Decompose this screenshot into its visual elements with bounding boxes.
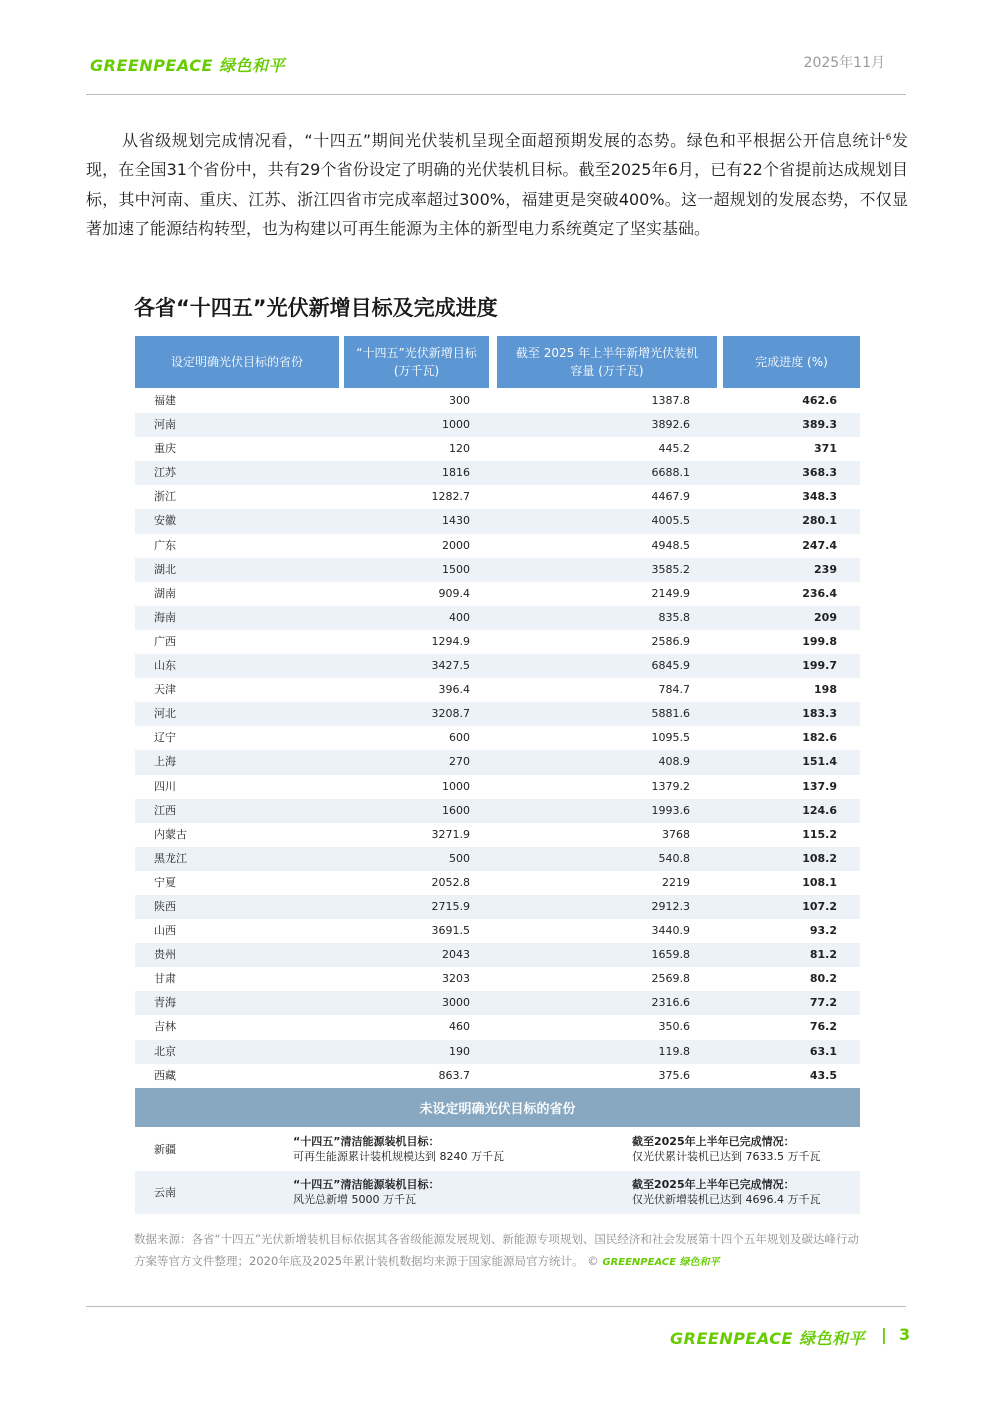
capacity-cell: 1379.2 [651,779,690,793]
province-cell: 四川 [154,779,176,793]
capacity-cell: 2316.6 [651,996,690,1010]
capacity-cell: 6688.1 [651,466,690,480]
capacity-cell: 119.8 [658,1044,690,1058]
table-row [135,943,860,967]
table-row [135,485,860,509]
no-target-progress: 截至2025年上半年已完成情况： 仅光伏新增装机已达到 4696.4 万千瓦 [632,1178,821,1206]
target-cell: 2043 [442,948,470,962]
table-row [135,919,860,943]
capacity-cell: 835.8 [658,610,690,624]
rate-cell: 462.6 [802,394,837,407]
target-cell: 1500 [442,562,470,576]
target-cell: 1000 [442,418,470,432]
rate-cell: 124.6 [802,803,837,817]
publication-date: 2025年11月 [803,55,885,71]
no-target-province: 云南 [154,1186,176,1199]
target-cell: 396.4 [438,683,470,697]
no-target-plan: “十四五”清洁能源装机目标： 可再生能源累计装机规模达到 8240 万千瓦 [293,1135,504,1163]
province-cell: 湖北 [154,562,176,576]
table-row [135,1015,860,1039]
capacity-cell: 4005.5 [651,514,690,528]
table-row [135,871,860,895]
table-row [135,847,860,871]
no-target-province: 新疆 [154,1143,176,1156]
capacity-cell: 375.6 [658,1068,690,1082]
rate-cell: 198 [814,683,837,697]
target-cell: 909.4 [438,586,470,600]
province-cell: 安徽 [154,514,176,528]
target-cell: 1294.9 [431,634,470,648]
table-row [135,389,860,413]
header-capacity-line2: 容量 (万千瓦) [570,364,644,378]
capacity-cell: 3440.9 [651,924,690,938]
header-capacity [497,336,717,388]
target-cell: 270 [449,755,470,769]
table-row [135,775,860,799]
target-cell: 120 [449,442,470,456]
paragraph-text-1: 从省级规划完成情况看，“十四五”期间光伏装机呈现全面超预期发展的态势。绿色和平根据公开信息统计 [122,131,886,150]
table-header [135,336,860,388]
page-number: 3 [899,1325,911,1344]
target-cell: 2052.8 [431,875,470,889]
target-cell: 3691.5 [431,924,470,938]
no-target-row [135,1171,860,1214]
capacity-cell: 3585.2 [651,562,690,576]
capacity-cell: 2219 [662,875,690,889]
target-cell: 1000 [442,779,470,793]
header-capacity-line1: 截至 2025 年上半年新增光伏装机 [515,346,699,360]
target-cell: 1282.7 [431,490,470,504]
table-row [135,1040,860,1064]
rate-cell: 348.3 [802,490,837,504]
province-cell: 黑龙江 [154,851,187,865]
capacity-cell: 350.6 [658,1020,690,1034]
province-cell: 甘肃 [154,972,176,986]
rate-cell: 115.2 [802,827,837,841]
table-row [135,630,860,654]
target-cell: 1430 [442,514,470,528]
rate-cell: 183.3 [802,707,837,721]
greenpeace-logo: GREENPEACE 绿色和平 [90,56,285,75]
rate-cell: 236.4 [802,586,837,600]
province-cell: 内蒙古 [154,827,187,841]
rate-cell: 371 [814,442,837,456]
province-cell: 辽宁 [154,731,176,745]
rate-cell: 108.2 [802,851,837,865]
table-row [135,582,860,606]
table-row [135,534,860,558]
capacity-cell: 540.8 [658,851,690,865]
province-cell: 海南 [154,610,176,624]
province-cell: 上海 [154,755,176,769]
table-row [135,991,860,1015]
table-row [135,823,860,847]
capacity-cell: 2149.9 [651,586,690,600]
province-cell: 福建 [154,394,176,407]
province-cell: 贵州 [154,948,176,962]
target-cell: 500 [449,851,470,865]
table-row [135,509,860,533]
province-cell: 吉林 [154,1020,176,1034]
table-row [135,558,860,582]
rate-cell: 209 [814,610,837,624]
table-row [135,895,860,919]
table-row [135,726,860,750]
target-cell: 400 [449,610,470,624]
rate-cell: 199.8 [802,634,837,648]
rate-cell: 368.3 [802,466,837,480]
rate-cell: 107.2 [802,899,837,913]
province-cell: 北京 [154,1044,176,1058]
rate-cell: 81.2 [809,948,837,962]
province-cell: 山东 [154,659,176,673]
province-cell: 青海 [154,996,176,1010]
capacity-cell: 1387.8 [651,394,690,407]
province-cell: 江苏 [154,466,176,480]
capacity-cell: 1993.6 [651,803,690,817]
table-row [135,967,860,991]
province-cell: 湖南 [154,586,176,600]
province-cell: 重庆 [154,442,176,456]
rate-cell: 239 [814,562,837,576]
target-cell: 3203 [442,972,470,986]
table-title: 各省“十四五”光伏新增目标及完成进度 [134,296,498,320]
province-cell: 广东 [154,538,176,552]
target-cell: 600 [449,731,470,745]
province-cell: 陕西 [154,899,176,913]
rate-cell: 182.6 [802,731,837,745]
footer-greenpeace-logo: GREENPEACE 绿色和平 [670,1329,865,1348]
rate-cell: 63.1 [809,1044,837,1058]
rate-cell: 77.2 [809,996,837,1010]
table-row [135,1064,860,1088]
rate-cell: 151.4 [802,755,837,769]
rate-cell: 199.7 [802,659,837,673]
capacity-cell: 784.7 [658,683,690,697]
footer-divider [86,1306,906,1307]
capacity-cell: 5881.6 [651,707,690,721]
table-row [135,413,860,437]
header-target [344,336,489,388]
province-cell: 西藏 [154,1068,176,1082]
paragraph-text-2: 发现，在全国31个省份中，共有29个省份设定了明确的光伏装机目标。截至2025年6月，已有22个省提前达成规划目标，其中河南、重庆、江苏、浙江四省市完成率超过300%，福建更是突破400%。这一超规划的发展态势，不仅显著加速了能源结构转型，也为构建以可再生能源为主体的新型电力系统奠定了坚实基础。 [86,131,908,238]
target-cell: 2000 [442,538,470,552]
rate-cell: 247.4 [802,538,837,552]
no-target-row [135,1128,860,1171]
capacity-cell: 408.9 [658,755,690,769]
source-text: 数据来源：各省“十四五”光伏新增装机目标依据其各省级能源发展规划、新能源专项规划、国民经济和社会发展第十四个五年规划及碳达峰行动方案等官方文件整理；2020年底及2025年累计装机数据均来源于国家能源局官方统计。 [134,1232,859,1268]
rate-cell: 280.1 [802,514,837,528]
capacity-cell: 2586.9 [651,634,690,648]
table-row [135,799,860,823]
body-paragraph [86,126,908,243]
capacity-cell: 4948.5 [651,538,690,552]
capacity-cell: 4467.9 [651,490,690,504]
rate-cell: 389.3 [802,418,837,432]
target-cell: 190 [449,1044,470,1058]
source-greenpeace-logo: GREENPEACE 绿色和平 [602,1257,720,1268]
rate-cell: 43.5 [809,1068,837,1082]
rate-cell: 76.2 [809,1020,837,1034]
rate-cell: 108.1 [802,875,837,889]
capacity-cell: 2569.8 [651,972,690,986]
target-cell: 300 [449,394,470,407]
no-target-plan: “十四五”清洁能源装机目标： 风光总新增 5000 万千瓦 [293,1178,440,1206]
target-cell: 460 [449,1020,470,1034]
capacity-cell: 2912.3 [651,899,690,913]
capacity-cell: 1659.8 [651,948,690,962]
province-cell: 山西 [154,924,176,938]
province-cell: 宁夏 [154,875,176,889]
target-cell: 1816 [442,466,470,480]
table-row [135,606,860,630]
capacity-cell: 3768 [662,827,690,841]
capacity-cell: 445.2 [658,442,690,456]
header-rate: 完成进度 (%) [723,336,860,388]
capacity-cell: 6845.9 [651,659,690,673]
data-source-note [134,1228,862,1274]
target-cell: 3208.7 [431,707,470,721]
rate-cell: 93.2 [809,924,837,938]
table-row [135,678,860,702]
header-province: 设定明确光伏目标的省份 [135,336,339,388]
rate-cell: 137.9 [802,779,837,793]
target-cell: 3271.9 [431,827,470,841]
province-cell: 河北 [154,707,176,721]
table-row [135,437,860,461]
target-cell: 1600 [442,803,470,817]
province-cell: 广西 [154,634,176,648]
target-cell: 3000 [442,996,470,1010]
province-cell: 天津 [154,683,176,697]
capacity-cell: 1095.5 [651,731,690,745]
capacity-cell: 3892.6 [651,418,690,432]
no-target-title: 未设定明确光伏目标的省份 [135,1088,860,1127]
no-target-progress: 截至2025年上半年已完成情况： 仅光伏累计装机已达到 7633.5 万千瓦 [632,1135,821,1163]
footer-separator: | [881,1325,887,1344]
province-cell: 浙江 [154,490,176,504]
province-cell: 江西 [154,803,176,817]
table-row [135,654,860,678]
table-body [135,389,860,1088]
target-cell: 863.7 [438,1068,470,1082]
header-divider [86,94,906,95]
footnote-ref[interactable]: 6 [885,133,892,143]
copyright-symbol: © [587,1254,599,1268]
table-row [135,702,860,726]
header-target-line2: (万千瓦) [393,364,440,378]
target-cell: 3427.5 [431,659,470,673]
table-row [135,750,860,774]
target-cell: 2715.9 [431,899,470,913]
table-row [135,461,860,485]
header-target-line1: “十四五”光伏新增目标 [356,346,477,360]
province-cell: 河南 [154,418,176,432]
rate-cell: 80.2 [809,972,837,986]
